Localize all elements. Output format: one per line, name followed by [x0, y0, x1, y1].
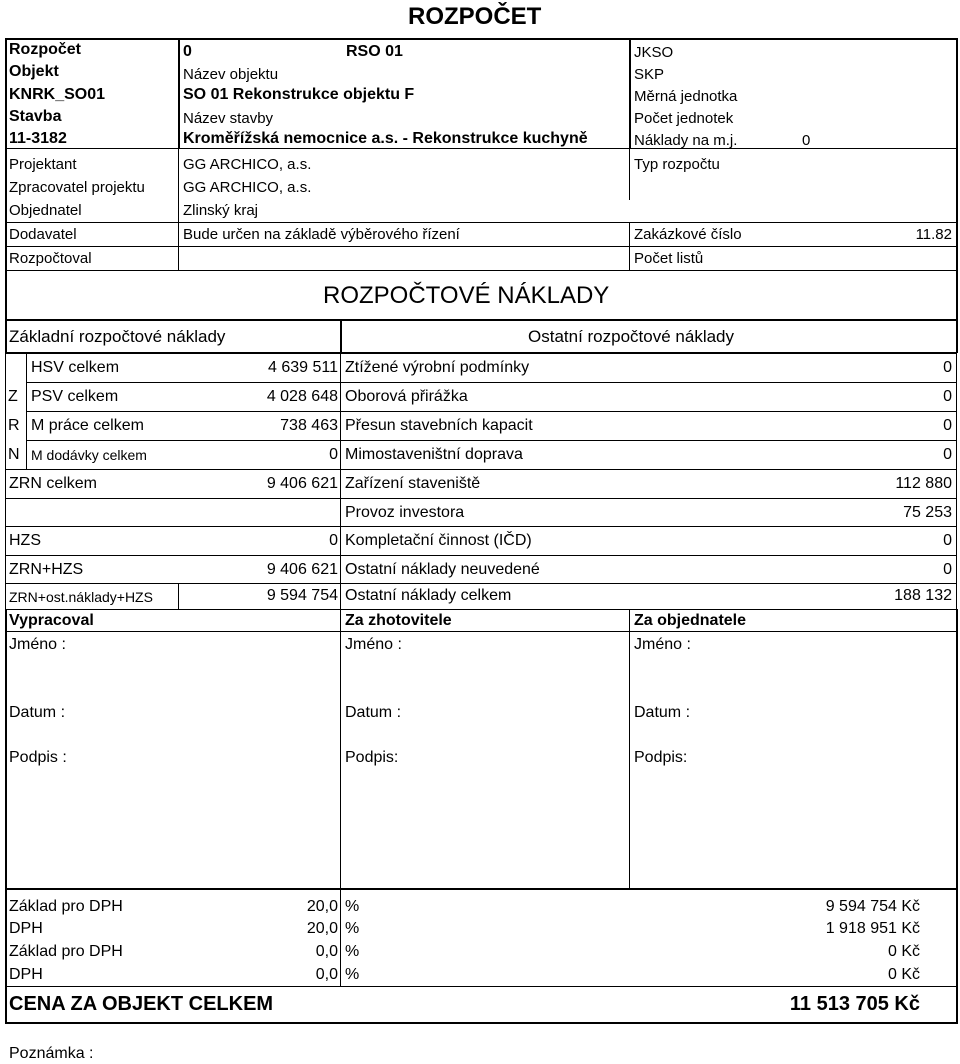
zakazkove-cislo-label: Zakázkové číslo [634, 226, 742, 243]
cost-row-left-value: 0 [329, 532, 338, 549]
dph-unit: % [345, 966, 360, 983]
cost-row-right-value: 188 132 [894, 587, 952, 604]
datum-label: Datum : [634, 704, 691, 721]
objekt-name-label: Název objektu [183, 66, 279, 83]
rule [5, 270, 957, 271]
zrn-letter-z: Z [8, 388, 18, 405]
cost-row-right-label: Provoz investora [345, 504, 465, 521]
rule [5, 498, 957, 499]
cost-row-right-value: 0 [943, 532, 952, 549]
objekt-label: Objekt [9, 63, 59, 80]
border-right [956, 38, 958, 320]
rule [5, 222, 957, 223]
podpis-label: Podpis : [9, 749, 67, 766]
typ-rozpoctu-label: Typ rozpočtu [634, 156, 720, 173]
cost-row-left-value: 4 639 511 [268, 359, 338, 376]
cost-row-left-label: HSV celkem [31, 359, 120, 376]
page-title: ROZPOČET [408, 3, 542, 30]
dph-unit: % [345, 943, 360, 960]
naklady-mj-label: Náklady na m.j. [634, 132, 738, 149]
merna-jednotka-label: Měrná jednotka [634, 88, 738, 105]
dph-rate: 0,0 [315, 966, 338, 983]
objednatel-value: Zlinský kraj [183, 202, 259, 219]
border-left [5, 888, 7, 1024]
cost-row-left-value: 0 [329, 446, 338, 463]
rule [5, 469, 957, 470]
dph-rate: 20,0 [306, 920, 338, 937]
cost-row-right-value: 75 253 [903, 504, 952, 521]
total-amount: 11 513 705 Kč [789, 993, 920, 1015]
border-left [5, 38, 7, 320]
cost-row-left-value: 9 406 621 [266, 561, 338, 578]
cost-row-right-value: 0 [943, 359, 952, 376]
cost-row-left-value: 9 406 621 [266, 475, 338, 492]
pocet-listu-label: Počet listů [634, 250, 704, 267]
rozpocet-value: 0 [183, 43, 192, 60]
divider-sign-1 [340, 609, 341, 889]
rule [5, 319, 957, 321]
vypracoval-header: Vypracoval [9, 612, 94, 629]
divider-col2-thin [629, 148, 630, 200]
border-right [956, 609, 958, 889]
projektant-value: GG ARCHICO, a.s. [183, 156, 312, 173]
border-left [5, 609, 7, 889]
zrn-letter-r: R [8, 417, 20, 434]
rule [5, 148, 957, 149]
rule [5, 352, 957, 354]
section-title: ROZPOČTOVÉ NÁKLADY [323, 282, 610, 309]
stavba-name-label: Název stavby [183, 110, 274, 127]
cost-row-left-value: 738 463 [280, 417, 338, 434]
cost-row-left-label: ZRN+ost.náklady+HZS [9, 589, 153, 605]
dodavatel-label: Dodavatel [9, 226, 77, 243]
za-objednatele-header: Za objednatele [634, 612, 747, 629]
divider-cost [340, 353, 341, 609]
divider-col1-thin [178, 148, 179, 270]
stavba-name: Kroměřížská nemocnice a.s. - Rekonstrukce kuchyně [183, 130, 588, 147]
rule [5, 609, 957, 610]
objednatel-label: Objednatel [9, 202, 82, 219]
rule [5, 631, 957, 632]
rule [5, 583, 957, 584]
divider-col1 [178, 38, 180, 148]
dph-rate: 20,0 [306, 898, 338, 915]
cost-row-right-label: Ostatní náklady neuvedené [345, 561, 540, 578]
total-label: CENA ZA OBJEKT CELKEM [9, 993, 274, 1015]
projektant-label: Projektant [9, 156, 77, 173]
rule [26, 382, 957, 383]
divider-dph [340, 889, 341, 987]
cost-row-right-label: Mimostaveništní doprava [345, 446, 523, 463]
rule [5, 555, 957, 556]
dph-rate: 0,0 [315, 943, 338, 960]
zrn-letter-n: N [8, 446, 20, 463]
cost-row-left-label: M práce celkem [31, 417, 144, 434]
zpracovatel-label: Zpracovatel projektu [9, 179, 145, 196]
rule [5, 246, 957, 247]
dph-label: DPH [9, 920, 43, 937]
border-top [5, 38, 957, 40]
border-right [956, 319, 958, 353]
dph-label: Základ pro DPH [9, 898, 123, 915]
zakazkove-cislo-value: 11.82 [915, 226, 952, 243]
poznamka-label: Poznámka : [9, 1045, 94, 1062]
cost-row-left-value: 9 594 754 [266, 587, 338, 604]
divider-cost-header [340, 320, 342, 353]
cost-row-right-value: 0 [943, 417, 952, 434]
cost-row-left-label: M dodávky celkem [31, 447, 147, 463]
zpracovatel-value: GG ARCHICO, a.s. [183, 179, 312, 196]
cost-row-right-label: Přesun stavebních kapacit [345, 417, 533, 434]
rozpoctoval-label: Rozpočtoval [9, 250, 92, 267]
dph-amount: 1 918 951 Kč [825, 920, 920, 937]
rule [26, 411, 957, 412]
pocet-jednotek-label: Počet jednotek [634, 110, 734, 127]
jmeno-label: Jméno : [345, 636, 402, 653]
objekt-code: KNRK_SO01 [9, 86, 106, 103]
rozpocet-code: RSO 01 [346, 43, 403, 60]
objekt-name: SO 01 Rekonstrukce objektu F [183, 86, 415, 103]
cost-row-left-label: ZRN+HZS [9, 561, 84, 578]
cost-row-right-label: Ostatní náklady celkem [345, 587, 512, 604]
divider-sign-2 [629, 609, 630, 889]
jkso-label: JKSO [634, 44, 674, 61]
za-zhotovitele-header: Za zhotovitele [345, 612, 452, 629]
dph-amount: 9 594 754 Kč [825, 898, 920, 915]
divider-col2 [629, 38, 631, 148]
dph-label: DPH [9, 966, 43, 983]
cost-row-right-value: 0 [943, 446, 952, 463]
border-right [956, 353, 957, 609]
cost-row-right-label: Kompletační činnost (IČD) [345, 532, 532, 549]
border-left [5, 319, 7, 353]
naklady-mj-value: 0 [802, 132, 811, 149]
cost-row-right-label: Zařízení staveniště [345, 475, 481, 492]
dph-label: Základ pro DPH [9, 943, 123, 960]
dph-amount: 0 Kč [887, 943, 920, 960]
rule [5, 986, 957, 987]
rule [5, 526, 957, 527]
jmeno-label: Jméno : [634, 636, 691, 653]
other-costs-header: Ostatní rozpočtové náklady [528, 327, 735, 346]
cost-row-right-label: Ztížené výrobní podmínky [345, 359, 530, 376]
rule [26, 440, 957, 441]
dph-unit: % [345, 898, 360, 915]
podpis-label: Podpis: [345, 749, 399, 766]
rule [5, 888, 957, 890]
cost-row-left-label: HZS [9, 532, 41, 549]
divider-zrn-ost [178, 583, 179, 609]
rozpocet-label: Rozpočet [9, 41, 81, 58]
podpis-label: Podpis: [634, 749, 688, 766]
datum-label: Datum : [345, 704, 402, 721]
cost-row-left-label: PSV celkem [31, 388, 119, 405]
datum-label: Datum : [9, 704, 66, 721]
dodavatel-value: Bude určen na základě výběrového řízení [183, 226, 460, 243]
border-right [956, 888, 958, 1024]
skp-label: SKP [634, 66, 665, 83]
stavba-label: Stavba [9, 108, 62, 125]
cost-row-left-label: ZRN celkem [9, 475, 98, 492]
rule [5, 1022, 957, 1024]
cost-row-right-label: Oborová přirážka [345, 388, 468, 405]
border-left [5, 353, 6, 609]
cost-row-right-value: 0 [943, 561, 952, 578]
jmeno-label: Jméno : [9, 636, 66, 653]
cost-row-right-value: 0 [943, 388, 952, 405]
dph-amount: 0 Kč [887, 966, 920, 983]
dph-unit: % [345, 920, 360, 937]
stavba-code: 11-3182 [9, 130, 67, 147]
basic-costs-header: Základní rozpočtové náklady [9, 327, 226, 346]
cost-row-right-value: 112 880 [895, 475, 952, 492]
cost-row-left-value: 4 028 648 [266, 388, 338, 405]
